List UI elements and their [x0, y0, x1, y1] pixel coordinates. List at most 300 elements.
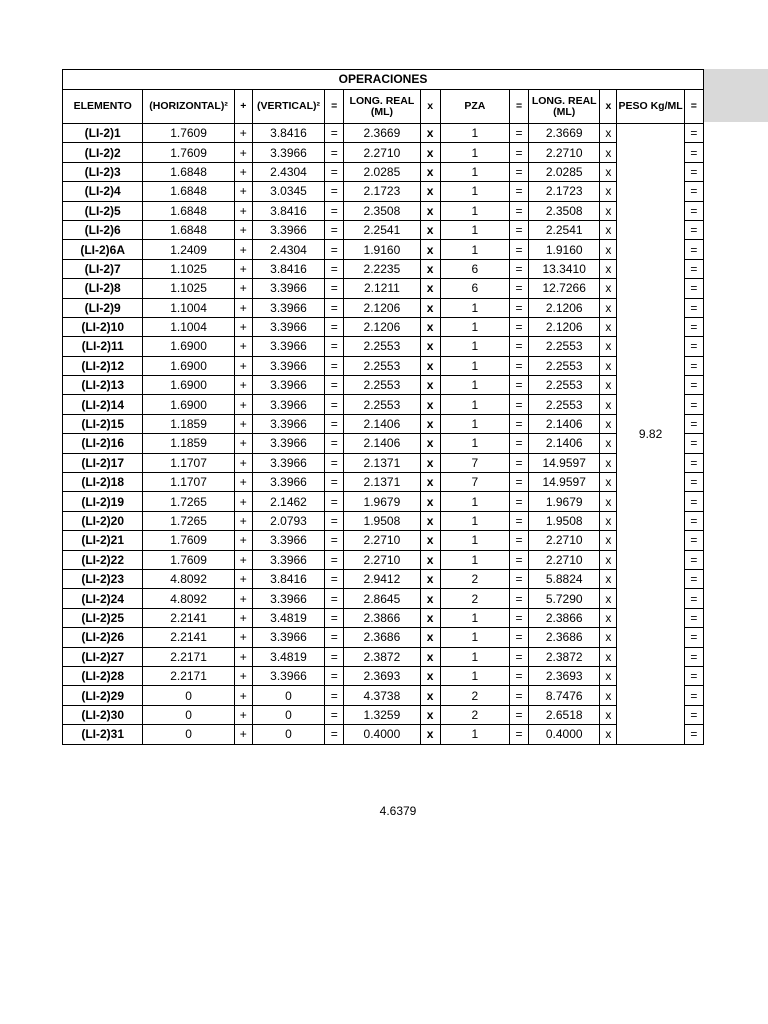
cell-pza: 1: [440, 298, 509, 317]
cell-equals: =: [684, 666, 703, 685]
cell-times: x: [600, 608, 617, 627]
table-title: OPERACIONES: [63, 70, 704, 90]
cell-horizontal: 1.6848: [143, 182, 234, 201]
cell-plus: +: [234, 298, 252, 317]
cell-equals: =: [325, 124, 344, 143]
cell-horizontal: 2.2141: [143, 628, 234, 647]
cell-plus: +: [234, 434, 252, 453]
header-long-real-2: LONG. REAL (ML): [529, 90, 600, 124]
cell-long-real-total: 2.2710: [529, 550, 600, 569]
cell-elemento: (LI-2)16: [63, 434, 143, 453]
cell-plus: +: [234, 201, 252, 220]
cell-elemento: (LI-2)19: [63, 492, 143, 511]
cell-elemento: (LI-2)6: [63, 220, 143, 239]
cell-vertical: 3.8416: [252, 259, 324, 278]
cell-times: x: [600, 705, 617, 724]
cell-elemento: (LI-2)11: [63, 337, 143, 356]
cell-equals: =: [325, 414, 344, 433]
cell-horizontal: 1.6848: [143, 220, 234, 239]
cell-elemento: (LI-2)20: [63, 511, 143, 530]
cell-elemento: (LI-2)9: [63, 298, 143, 317]
cell-equals: =: [684, 124, 703, 143]
cell-elemento: (LI-2)24: [63, 589, 143, 608]
cell-vertical: 0: [252, 725, 324, 744]
table-row: [63, 201, 704, 220]
cell-elemento: (LI-2)31: [63, 725, 143, 744]
cell-equals: =: [325, 356, 344, 375]
cell-horizontal: 1.6900: [143, 376, 234, 395]
cell-elemento: (LI-2)23: [63, 569, 143, 588]
table-row: [63, 608, 704, 627]
cell-plus: +: [234, 279, 252, 298]
cell-horizontal: 4.8092: [143, 569, 234, 588]
cell-equals: =: [509, 569, 528, 588]
cell-equals: =: [509, 356, 528, 375]
cell-plus: +: [234, 376, 252, 395]
cell-vertical: 3.3966: [252, 589, 324, 608]
cell-plus: +: [234, 453, 252, 472]
cell-elemento: (LI-2)12: [63, 356, 143, 375]
cell-plus: +: [234, 550, 252, 569]
cell-plus: +: [234, 725, 252, 744]
cell-plus: +: [234, 162, 252, 181]
cell-equals: =: [509, 201, 528, 220]
cell-pza: 1: [440, 628, 509, 647]
cell-times: x: [420, 220, 440, 239]
cell-elemento: (LI-2)5: [63, 201, 143, 220]
table-row: [63, 569, 704, 588]
cell-equals: =: [325, 647, 344, 666]
table-row: [63, 124, 704, 143]
cell-times: x: [420, 240, 440, 259]
header-times-2: x: [600, 90, 617, 124]
cell-equals: =: [684, 414, 703, 433]
cell-equals: =: [684, 647, 703, 666]
cell-elemento: (LI-2)25: [63, 608, 143, 627]
cell-vertical: 3.3966: [252, 317, 324, 336]
cell-long-real-total: 2.3872: [529, 647, 600, 666]
cell-equals: =: [325, 201, 344, 220]
cell-pza: 1: [440, 511, 509, 530]
cell-long-real-total: 2.1723: [529, 182, 600, 201]
cell-equals: =: [325, 589, 344, 608]
table-row: [63, 317, 704, 336]
cell-equals: =: [509, 647, 528, 666]
table-row: [63, 376, 704, 395]
cell-long-real: 4.3738: [344, 686, 420, 705]
cell-times: x: [420, 376, 440, 395]
cell-equals: =: [684, 628, 703, 647]
cell-pza: 1: [440, 434, 509, 453]
cell-elemento: (LI-2)8: [63, 279, 143, 298]
cell-horizontal: 4.8092: [143, 589, 234, 608]
header-peso: PESO Kg/ML: [617, 90, 684, 124]
cell-elemento: (LI-2)28: [63, 666, 143, 685]
cell-horizontal: 1.7265: [143, 511, 234, 530]
cell-equals: =: [684, 240, 703, 259]
cell-long-real-total: 2.2710: [529, 143, 600, 162]
cell-plus: +: [234, 531, 252, 550]
cell-equals: =: [684, 356, 703, 375]
table-row: [63, 725, 704, 744]
cell-long-real: 2.1406: [344, 414, 420, 433]
cell-times: x: [420, 201, 440, 220]
cell-times: x: [420, 725, 440, 744]
cell-equals: =: [684, 279, 703, 298]
table-row: [63, 550, 704, 569]
cell-equals: =: [509, 666, 528, 685]
cell-long-real: 1.3259: [344, 705, 420, 724]
cell-elemento: (LI-2)17: [63, 453, 143, 472]
cell-equals: =: [325, 337, 344, 356]
cell-times: x: [420, 686, 440, 705]
cell-pza: 2: [440, 686, 509, 705]
cell-times: x: [420, 628, 440, 647]
cell-equals: =: [325, 395, 344, 414]
header-pza: PZA: [440, 90, 509, 124]
cell-elemento: (LI-2)22: [63, 550, 143, 569]
cell-equals: =: [509, 162, 528, 181]
cell-elemento: (LI-2)7: [63, 259, 143, 278]
cell-equals: =: [509, 608, 528, 627]
cell-horizontal: 1.7609: [143, 531, 234, 550]
cell-pza: 1: [440, 608, 509, 627]
cell-equals: =: [509, 279, 528, 298]
cell-equals: =: [509, 240, 528, 259]
cell-times: x: [420, 124, 440, 143]
cell-vertical: 3.3966: [252, 531, 324, 550]
cell-horizontal: 0: [143, 686, 234, 705]
cell-equals: =: [325, 608, 344, 627]
cell-equals: =: [509, 705, 528, 724]
cell-long-real-total: 5.8824: [529, 569, 600, 588]
cell-pza: 1: [440, 201, 509, 220]
cell-plus: +: [234, 492, 252, 511]
cell-long-real: 0.4000: [344, 725, 420, 744]
cell-equals: =: [509, 511, 528, 530]
cell-long-real: 2.1206: [344, 317, 420, 336]
cell-equals: =: [325, 569, 344, 588]
cell-vertical: 3.3966: [252, 376, 324, 395]
cell-vertical: 3.3966: [252, 337, 324, 356]
cell-horizontal: 1.1859: [143, 414, 234, 433]
cell-equals: =: [325, 279, 344, 298]
cell-long-real-total: 2.6518: [529, 705, 600, 724]
cell-long-real: 2.2235: [344, 259, 420, 278]
cell-equals: =: [325, 686, 344, 705]
cell-equals: =: [325, 725, 344, 744]
table-row: [63, 182, 704, 201]
footer-value: 4.6379: [379, 804, 417, 818]
cell-equals: =: [325, 317, 344, 336]
cell-equals: =: [684, 589, 703, 608]
cell-times: x: [420, 395, 440, 414]
cell-long-real: 2.3693: [344, 666, 420, 685]
cell-vertical: 3.8416: [252, 124, 324, 143]
cell-equals: =: [684, 376, 703, 395]
cell-long-real-total: 2.3669: [529, 124, 600, 143]
cell-pza: 2: [440, 589, 509, 608]
cell-pza: 1: [440, 647, 509, 666]
table-row: [63, 453, 704, 472]
table-row: [63, 395, 704, 414]
table-row: [63, 337, 704, 356]
table-row: [63, 589, 704, 608]
cell-times: x: [420, 298, 440, 317]
cell-plus: +: [234, 143, 252, 162]
cell-times: x: [600, 569, 617, 588]
cell-equals: =: [325, 143, 344, 162]
cell-long-real: 2.3669: [344, 124, 420, 143]
cell-equals: =: [325, 298, 344, 317]
header-horizontal: (HORIZONTAL)²: [143, 90, 234, 124]
cell-pza: 1: [440, 356, 509, 375]
cell-times: x: [600, 492, 617, 511]
cell-vertical: 2.4304: [252, 162, 324, 181]
cell-pza: 1: [440, 240, 509, 259]
cell-horizontal: 1.6900: [143, 356, 234, 375]
cell-horizontal: 0: [143, 705, 234, 724]
cell-elemento: (LI-2)1: [63, 124, 143, 143]
cell-plus: +: [234, 511, 252, 530]
cell-times: x: [420, 492, 440, 511]
cell-long-real-total: 2.2553: [529, 356, 600, 375]
cell-times: x: [600, 201, 617, 220]
cell-pza: 1: [440, 395, 509, 414]
cell-vertical: 3.8416: [252, 569, 324, 588]
table-row: [63, 259, 704, 278]
cell-vertical: 0: [252, 686, 324, 705]
header-times-1: x: [420, 90, 440, 124]
cell-equals: =: [509, 182, 528, 201]
cell-pza: 1: [440, 124, 509, 143]
cell-horizontal: 1.6848: [143, 201, 234, 220]
cell-elemento: (LI-2)4: [63, 182, 143, 201]
table-row: [63, 162, 704, 181]
cell-long-real-total: 2.1406: [529, 414, 600, 433]
table-row: [63, 143, 704, 162]
cell-elemento: (LI-2)26: [63, 628, 143, 647]
table-row: [63, 298, 704, 317]
cell-horizontal: 1.6900: [143, 395, 234, 414]
cell-long-real-total: 8.7476: [529, 686, 600, 705]
table-row: [63, 414, 704, 433]
cell-horizontal: 1.1859: [143, 434, 234, 453]
cell-times: x: [420, 608, 440, 627]
cell-vertical: 3.3966: [252, 414, 324, 433]
cell-times: x: [600, 550, 617, 569]
cell-pza: 1: [440, 317, 509, 336]
cell-equals: =: [684, 511, 703, 530]
cell-pza: 1: [440, 162, 509, 181]
cell-equals: =: [509, 589, 528, 608]
cell-pza: 7: [440, 473, 509, 492]
cell-equals: =: [684, 182, 703, 201]
cell-equals: =: [509, 259, 528, 278]
cell-plus: +: [234, 705, 252, 724]
cell-elemento: (LI-2)3: [63, 162, 143, 181]
cell-times: x: [600, 531, 617, 550]
cell-equals: =: [325, 511, 344, 530]
cell-long-real: 2.3872: [344, 647, 420, 666]
cell-plus: +: [234, 569, 252, 588]
cell-long-real: 2.3508: [344, 201, 420, 220]
cell-times: x: [600, 376, 617, 395]
cell-plus: +: [234, 608, 252, 627]
cell-times: x: [600, 143, 617, 162]
cell-times: x: [420, 511, 440, 530]
cell-long-real: 2.8645: [344, 589, 420, 608]
cell-pza: 1: [440, 220, 509, 239]
cell-elemento: (LI-2)2: [63, 143, 143, 162]
cell-times: x: [420, 434, 440, 453]
cell-equals: =: [684, 220, 703, 239]
cell-pza: 1: [440, 725, 509, 744]
cell-vertical: 3.3966: [252, 395, 324, 414]
cell-long-real-total: 2.1406: [529, 434, 600, 453]
cell-times: x: [420, 143, 440, 162]
cell-equals: =: [684, 259, 703, 278]
header-equals-3: =: [684, 90, 703, 124]
cell-times: x: [600, 356, 617, 375]
cell-elemento: (LI-2)14: [63, 395, 143, 414]
cell-plus: +: [234, 686, 252, 705]
header-plus: +: [234, 90, 252, 124]
cell-elemento: (LI-2)29: [63, 686, 143, 705]
cell-long-real: 2.2541: [344, 220, 420, 239]
cell-pza: 6: [440, 259, 509, 278]
cell-equals: =: [325, 376, 344, 395]
cell-plus: +: [234, 182, 252, 201]
cell-times: x: [420, 569, 440, 588]
cell-horizontal: 1.7609: [143, 124, 234, 143]
header-equals-1: =: [325, 90, 344, 124]
cell-long-real: 2.2553: [344, 376, 420, 395]
cell-equals: =: [509, 531, 528, 550]
cell-long-real: 2.1206: [344, 298, 420, 317]
cell-vertical: 0: [252, 705, 324, 724]
header-elemento: ELEMENTO: [63, 90, 143, 124]
cell-long-real-total: 14.9597: [529, 473, 600, 492]
cell-times: x: [600, 589, 617, 608]
cell-elemento: (LI-2)15: [63, 414, 143, 433]
cell-equals: =: [325, 162, 344, 181]
cell-times: x: [600, 686, 617, 705]
cell-long-real: 2.3686: [344, 628, 420, 647]
cell-long-real-total: 1.9679: [529, 492, 600, 511]
cell-elemento: (LI-2)30: [63, 705, 143, 724]
cell-vertical: 3.3966: [252, 453, 324, 472]
cell-equals: =: [509, 492, 528, 511]
cell-times: x: [600, 337, 617, 356]
cell-pza: 1: [440, 337, 509, 356]
cell-equals: =: [684, 531, 703, 550]
cell-equals: =: [325, 259, 344, 278]
header-vertical: (VERTICAL)²: [252, 90, 324, 124]
cell-long-real-total: 2.3866: [529, 608, 600, 627]
cell-times: x: [420, 589, 440, 608]
cell-vertical: 3.0345: [252, 182, 324, 201]
cell-long-real: 2.2553: [344, 395, 420, 414]
cell-horizontal: 1.1025: [143, 279, 234, 298]
table-row: [63, 511, 704, 530]
cell-equals: =: [325, 182, 344, 201]
cell-long-real: 2.1371: [344, 453, 420, 472]
cell-long-real-total: 2.1206: [529, 317, 600, 336]
cell-equals: =: [325, 473, 344, 492]
cell-times: x: [420, 473, 440, 492]
cell-times: x: [420, 414, 440, 433]
cell-long-real-total: 2.3686: [529, 628, 600, 647]
cell-horizontal: 2.2171: [143, 647, 234, 666]
cell-equals: =: [684, 473, 703, 492]
cell-equals: =: [509, 473, 528, 492]
table-row: [63, 705, 704, 724]
cell-horizontal: 1.7265: [143, 492, 234, 511]
cell-times: x: [600, 473, 617, 492]
cell-long-real-total: 2.2710: [529, 531, 600, 550]
cell-pza: 1: [440, 492, 509, 511]
cell-pza: 1: [440, 182, 509, 201]
cell-vertical: 3.3966: [252, 550, 324, 569]
cell-plus: +: [234, 589, 252, 608]
cell-times: x: [600, 395, 617, 414]
cell-equals: =: [509, 317, 528, 336]
cell-vertical: 2.4304: [252, 240, 324, 259]
cell-horizontal: 1.1707: [143, 453, 234, 472]
cell-equals: =: [684, 492, 703, 511]
cell-long-real: 2.1723: [344, 182, 420, 201]
cell-elemento: (LI-2)10: [63, 317, 143, 336]
cell-long-real: 1.9508: [344, 511, 420, 530]
cell-long-real: 2.2710: [344, 531, 420, 550]
cell-vertical: 3.3966: [252, 356, 324, 375]
cell-equals: =: [684, 434, 703, 453]
cell-times: x: [600, 317, 617, 336]
cell-equals: =: [509, 414, 528, 433]
cell-vertical: 3.3966: [252, 298, 324, 317]
cell-horizontal: 0: [143, 725, 234, 744]
cell-long-real: 2.2710: [344, 550, 420, 569]
cell-long-real: 2.1406: [344, 434, 420, 453]
cell-equals: =: [509, 143, 528, 162]
cell-equals: =: [325, 628, 344, 647]
cell-equals: =: [684, 395, 703, 414]
cell-equals: =: [509, 395, 528, 414]
cell-vertical: 3.4819: [252, 608, 324, 627]
cell-elemento: (LI-2)13: [63, 376, 143, 395]
operations-table: [62, 69, 704, 745]
cell-pza: 2: [440, 569, 509, 588]
cell-pza: 1: [440, 550, 509, 569]
table-row: [63, 220, 704, 239]
table-row: [63, 240, 704, 259]
cell-equals: =: [509, 124, 528, 143]
cell-long-real: 2.1371: [344, 473, 420, 492]
cell-equals: =: [684, 317, 703, 336]
cell-horizontal: 1.1707: [143, 473, 234, 492]
cell-horizontal: 1.7609: [143, 143, 234, 162]
cell-long-real-total: 1.9160: [529, 240, 600, 259]
cell-plus: +: [234, 317, 252, 336]
table-row: [63, 434, 704, 453]
cell-times: x: [420, 317, 440, 336]
cell-times: x: [600, 666, 617, 685]
cell-times: x: [600, 182, 617, 201]
cell-equals: =: [684, 550, 703, 569]
cell-equals: =: [509, 376, 528, 395]
cell-equals: =: [325, 220, 344, 239]
